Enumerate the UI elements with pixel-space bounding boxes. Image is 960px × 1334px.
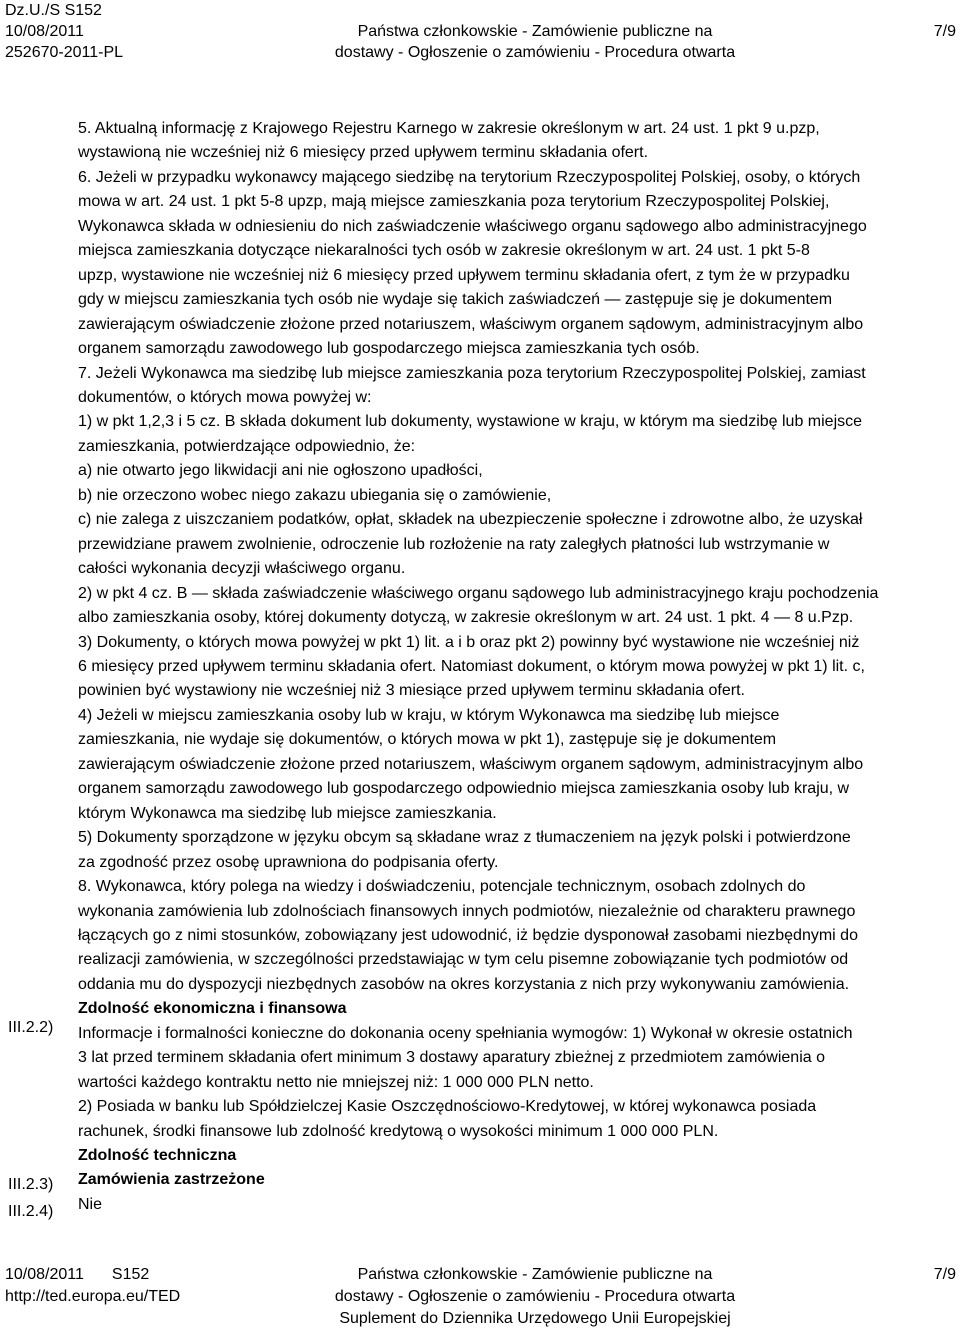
header-date: 10/08/2011 (5, 23, 84, 40)
header-title (290, 21, 780, 63)
text-line: łączących go z nimi stosunków, zobowiązany jest udowodnić, iż będzie dysponował zasobami niezbędnymi do (78, 926, 858, 944)
reserved-contracts-value: Nie (78, 1195, 103, 1213)
text-line: którym Wykonawca ma siedzibę lub miejsce zamieszkania. (78, 804, 497, 822)
footer-supplement: Suplement do Dziennika Urzędowego Unii Europejskiej (339, 1310, 731, 1327)
document-body (78, 117, 958, 1217)
text-line: przewidziane prawem zwolnienie, odroczenie lub rozłożenie na raty zaległych płatności lub wstrzymanie w (78, 535, 830, 553)
footer-date: 10/08/2011 (5, 1266, 84, 1283)
footer-left (5, 1264, 180, 1308)
text-line: powinien być wystawiony nie wcześniej niż 3 miesiące przed upływem terminu składania ofert. (78, 682, 745, 700)
notice-id: 252670-2011-PL (5, 44, 124, 61)
section-label-iii-2-4: III.2.4) (8, 1203, 54, 1220)
text-line: a) nie otwarto jego likwidacji ani nie ogłoszono upadłości, (78, 462, 483, 480)
text-line: b) nie orzeczono wobec niego zakazu ubiegania się o zamówienie, (78, 486, 552, 504)
footer-title-line1: Państwa członkowskie - Zamówienie publiczne na (357, 1266, 713, 1283)
text-line: upzp, wystawione nie wcześniej niż 6 miesięcy przed upływem terminu składania ofert, z tym że w przypadku (78, 266, 850, 284)
text-line: wystawioną nie wcześniej niż 6 miesięcy przed upływem terminu składania ofert. (78, 144, 649, 162)
section-heading-economic: Zdolność ekonomiczna i finansowa (78, 1000, 347, 1018)
text-line: 3 lat przed terminem składania ofert minimum 3 dostawy aparatury zbieżnej z przedmiotem zamówienia o (78, 1049, 825, 1067)
text-line: 7. Jeżeli Wykonawca ma siedzibę lub miejsce zamieszkania poza terytorium Rzeczypospolitej Polskiej, zamiast (78, 364, 866, 382)
text-line: oddania mu do dyspozycji niezbędnych zasobów na okres korzystania z nich przy wykonywaniu zamówienia. (78, 975, 850, 993)
text-line: organem samorządu zawodowego lub gospodarczego miejsca zamieszkania tych osób. (78, 340, 700, 358)
text-line: gdy w miejscu zamieszkania tych osób nie wydaje się takich zaświadczeń — zastępuje się je dokumentem (78, 291, 833, 309)
text-line: całości wykonania decyzji właściwego organu. (78, 560, 406, 578)
text-line: 1) w pkt 1,2,3 i 5 cz. B składa dokument lub dokumenty, wystawione w kraju, w którym ma siedzibę lub miejsce (78, 413, 863, 431)
text-line: c) nie zalega z uiszczaniem podatków, opłat, składek na ubezpieczenie społeczne i zdrowotne albo, że uzyskał (78, 511, 863, 529)
text-line: 5. Aktualną informację z Krajowego Rejestru Karnego w zakresie określonym w art. 24 ust. 1 pkt 9 u.pzp, (78, 120, 820, 137)
text-line: miejsca zamieszkania dotyczące niekaralności tych osób w zakresie określonym w art. 24 ust. 1 pkt 5-8 (78, 242, 810, 260)
text-line: zawierającym oświadczenie złożone przed notariuszem, właściwym organem sądowym, administracyjnym albo (78, 755, 864, 773)
text-line: realizacji zamówienia, w szczególności przedstawiając w tym celu pisemne zobowiązanie tych podmiotów od (78, 951, 849, 969)
text-line: za zgodność przez osobę uprawniona do podpisania oferty. (78, 853, 499, 871)
text-line: wykonania zamówienia lub zdolnościach finansowych innych podmiotów, niezależnie od charakteru prawnego (78, 902, 856, 920)
section-heading-technical: Zdolność techniczna (78, 1147, 237, 1165)
footer-series: S152 (111, 1266, 150, 1283)
section-label-iii-2-2: III.2.2) (8, 1019, 54, 1036)
text-line: 4) Jeżeli w miejscu zamieszkania osoby lub w kraju, w którym Wykonawca ma siedzibę lub miejsce (78, 706, 780, 724)
body-text (78, 117, 958, 997)
economic-capacity-text (78, 1022, 958, 1144)
header-title-line2: dostawy - Ogłoszenie o zamówieniu - Procedura otwarta (334, 44, 736, 61)
doc-ref: Dz.U./S S152 (5, 2, 102, 19)
footer-url[interactable]: http://ted.europa.eu/TED (5, 1288, 181, 1305)
text-line: 6 miesięcy przed upływem terminu składania ofert. Natomiast dokument, o którym mowa powyżej w pkt 1) lit. c, (78, 657, 865, 675)
text-line: zamieszkania, nie wydaje się dokumentów, o których mowa w pkt 1), zastępuje się je dokumentem (78, 731, 777, 749)
section-heading-reserved: Zamówienia zastrzeżone (78, 1171, 265, 1189)
text-line: zamieszkania, potwierdzające odpowiednio, że: (78, 437, 416, 455)
text-line: 2) Posiada w banku lub Spółdzielczej Kasie Oszczędnościowo-Kredytowej, w której wykonawca posiada (78, 1098, 817, 1116)
header-left (5, 0, 123, 63)
text-line: Wykonawca składa w odniesieniu do nich zaświadczenie właściwego organu sądowego albo administracyjnego (78, 217, 867, 235)
text-line: mowa w art. 24 ust. 1 pkt 5-8 upzp, mają miejsce zamieszkania poza terytorium Rzeczypospolitej Polskiej, (78, 193, 830, 211)
text-line: organem samorządu zawodowego lub gospodarczego odpowiednio miejsca zamieszkania osoby lub kraju, w (78, 780, 850, 798)
text-line: 2) w pkt 4 cz. B — składa zaświadczenie właściwego organu sądowego lub administracyjnego kraju pochodzenia (78, 584, 879, 602)
text-line: 6. Jeżeli w przypadku wykonawcy mającego siedzibę na terytorium Rzeczypospolitej Polskiej, osoby, o których (78, 168, 861, 186)
text-line: 5) Dokumenty sporządzone w języku obcym są składane wraz z tłumaczeniem na język polski i potwierdzone (78, 829, 851, 847)
text-line: 8. Wykonawca, który polega na wiedzy i doświadczeniu, potencjale technicznym, osobach zdolnych do (78, 878, 806, 896)
header-page-number: 7/9 (933, 23, 956, 40)
text-line: 3) Dokumenty, o których mowa powyżej w pkt 1) lit. a i b oraz pkt 2) powinny być wystawione nie wcześniej niż (78, 633, 860, 651)
text-line: zawierającym oświadczenie złożone przed notariuszem, właściwym organem sądowym, administracyjnym albo (78, 315, 864, 333)
footer-page-number: 7/9 (933, 1266, 956, 1283)
text-line: albo zamieszkania osoby, której dokumenty dotyczą, w zakresie określonym w art. 24 ust. 1 pkt. 4 — 8 u.Pzp. (78, 609, 854, 627)
footer-title-line2: dostawy - Ogłoszenie o zamówieniu - Procedura otwarta (334, 1288, 736, 1305)
text-line: Informacje i formalności konieczne do dokonania oceny spełniania wymogów: 1) Wykonał w okresie ostatnich (78, 1024, 853, 1042)
text-line: rachunek, środki finansowe lub zdolność kredytową o wysokości minimum 1 000 000 PLN. (78, 1122, 719, 1140)
footer-title (290, 1264, 780, 1308)
text-line: dokumentów, o których mowa powyżej w: (78, 388, 372, 406)
header-title-line1: Państwa członkowskie - Zamówienie publiczne na (357, 23, 713, 40)
text-line: wartości każdego kontraktu netto nie mniejszej niż: 1 000 000 PLN netto. (78, 1073, 594, 1091)
section-label-iii-2-3: III.2.3) (8, 1176, 54, 1193)
